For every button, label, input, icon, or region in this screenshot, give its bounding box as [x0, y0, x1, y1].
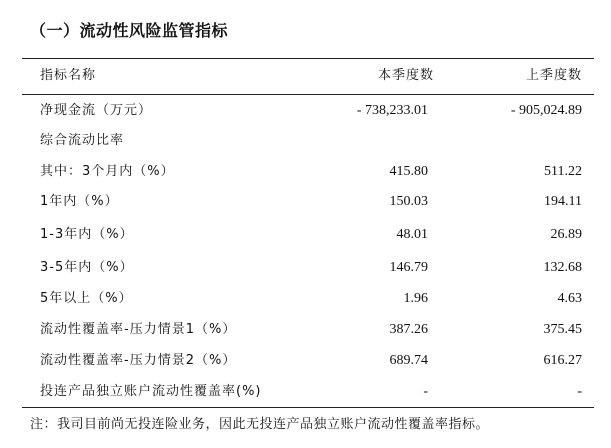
row-current-value: - [423, 384, 428, 399]
row-name: 1年内（%） [40, 194, 119, 209]
row-name: 5年以上（%） [40, 291, 133, 306]
footnote: 注：我司目前尚无投连险业务，因此无投连产品独立账户流动性覆盖率指标。 [30, 417, 490, 432]
row-previous-value: - [577, 384, 582, 399]
row-name: 投连产品独立账户流动性覆盖率(%) [40, 384, 262, 399]
row-current-value: 146.79 [389, 260, 428, 275]
table-bottom-rule [22, 407, 594, 408]
header-current-quarter: 本季度数 [377, 68, 434, 83]
row-previous-value: 511.22 [544, 164, 582, 179]
row-name: 1-3年内（%） [40, 227, 134, 242]
table-row [22, 346, 594, 376]
row-current-value: 387.26 [389, 322, 428, 337]
table-row [22, 315, 594, 345]
table-top-rule [22, 58, 594, 59]
row-previous-value: 132.68 [543, 260, 582, 275]
row-name: 综合流动比率 [40, 133, 125, 148]
table-row [22, 253, 594, 283]
section-title: （一）流动性风险监管指标 [30, 21, 229, 40]
table-row [22, 157, 594, 187]
table-row [22, 187, 594, 217]
header-indicator-name: 指标名称 [40, 68, 97, 83]
row-previous-value: - 905,024.89 [510, 103, 582, 118]
row-current-value: 150.03 [389, 194, 428, 209]
row-previous-value: 194.11 [544, 194, 582, 209]
row-name: 其中：3个月内（%） [40, 164, 175, 179]
table-row [22, 96, 594, 126]
table-header-rule [22, 94, 594, 95]
row-current-value: 1.96 [403, 291, 428, 306]
row-current-value: 48.01 [396, 227, 428, 242]
header-previous-quarter: 上季度数 [525, 68, 582, 83]
table-header-row [22, 61, 594, 91]
table-row [22, 284, 594, 314]
row-name: 流动性覆盖率-压力情景2（%） [40, 353, 237, 368]
row-name: 流动性覆盖率-压力情景1（%） [40, 322, 237, 337]
row-previous-value: 4.63 [557, 291, 582, 306]
row-current-value: - 738,233.01 [356, 103, 428, 118]
row-current-value: 415.80 [389, 164, 428, 179]
row-previous-value: 375.45 [543, 322, 582, 337]
table-row [22, 220, 594, 250]
row-name: 3-5年内（%） [40, 260, 134, 275]
table-row [22, 126, 594, 156]
row-current-value: 689.74 [389, 353, 428, 368]
row-previous-value: 26.89 [550, 227, 582, 242]
row-previous-value: 616.27 [543, 353, 582, 368]
row-name: 净现金流（万元） [40, 103, 153, 118]
table-row [22, 377, 594, 407]
